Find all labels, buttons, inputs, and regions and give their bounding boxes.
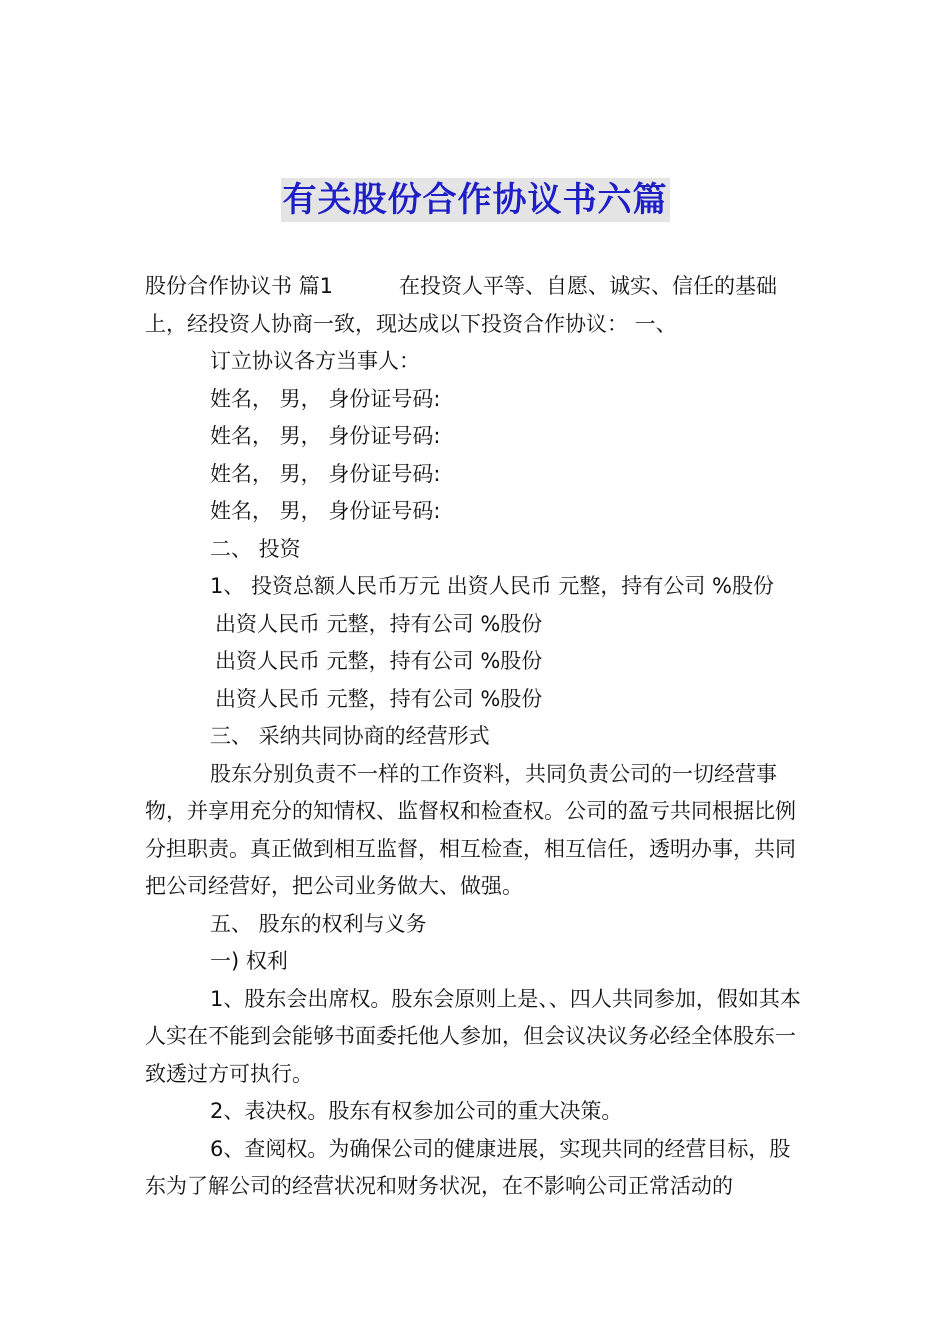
section-heading: 股份合作协议书 篇1 — [145, 274, 334, 298]
party-line: 姓名， 男， 身份证号码: — [210, 461, 441, 486]
item2-title: 二、 投资 — [210, 536, 301, 561]
right-6: 6、查阅权。为确保公司的健康进展，实现共同的经营目标，股东为了解公司的经营状况和财务状况，在不影响公司正常活动的 — [145, 1136, 791, 1198]
document-title: 有关股份合作协议书六篇 — [282, 180, 668, 220]
invest-line: 出资人民币 元整，持有公司 %股份 — [215, 611, 543, 636]
party-line: 姓名， 男， 身份证号码: — [210, 424, 441, 448]
item5-title: 五、 股东的权利与义务 — [210, 911, 427, 936]
right-1: 1、股东会出席权。股东会原则上是、、四人共同参加，假如其本人实在不能到会能够书面委托他人参加，但会议决议务必经全体股东一致透过方可执行。 — [145, 986, 801, 1086]
item1-title: 订立协议各方当事人： — [210, 349, 420, 373]
right-2: 2、表决权。股东有权参加公司的重大决策。 — [210, 1099, 623, 1123]
document-body — [145, 268, 807, 1206]
item3-body: 股东分别负责不一样的工作资料，共同负责公司的一切经营事物，并享用充分的知情权、监督权和检查权。公司的盈亏共同根据比例分担职责。真正做到相互监督，相互检查，相互信任，透明办事，共同把公司经营好，把公司业务做大、做强。 — [145, 761, 796, 898]
party-line: 姓名， 男， 身份证号码: — [210, 386, 441, 411]
party-line: 姓名， 男， 身份证号码: — [210, 499, 441, 523]
intro-text: 在投资人平等、自愿、诚实、信任的基础上，经投资人协商一致，现达成以下投资合作协议： 一、 — [145, 274, 778, 336]
item3-title: 三、 采纳共同协商的经营形式 — [210, 724, 490, 748]
invest-line: 出资人民币 元整，持有公司 %股份 — [215, 686, 543, 711]
invest-line: 出资人民币 元整，持有公司 %股份 — [215, 649, 543, 673]
invest-total: 1、 投资总额人民币万元 出资人民币 元整，持有公司 %股份 — [210, 574, 775, 598]
rights-title: 一) 权利 — [210, 949, 288, 973]
intro-paragraph — [145, 268, 807, 343]
title-container — [0, 178, 950, 222]
